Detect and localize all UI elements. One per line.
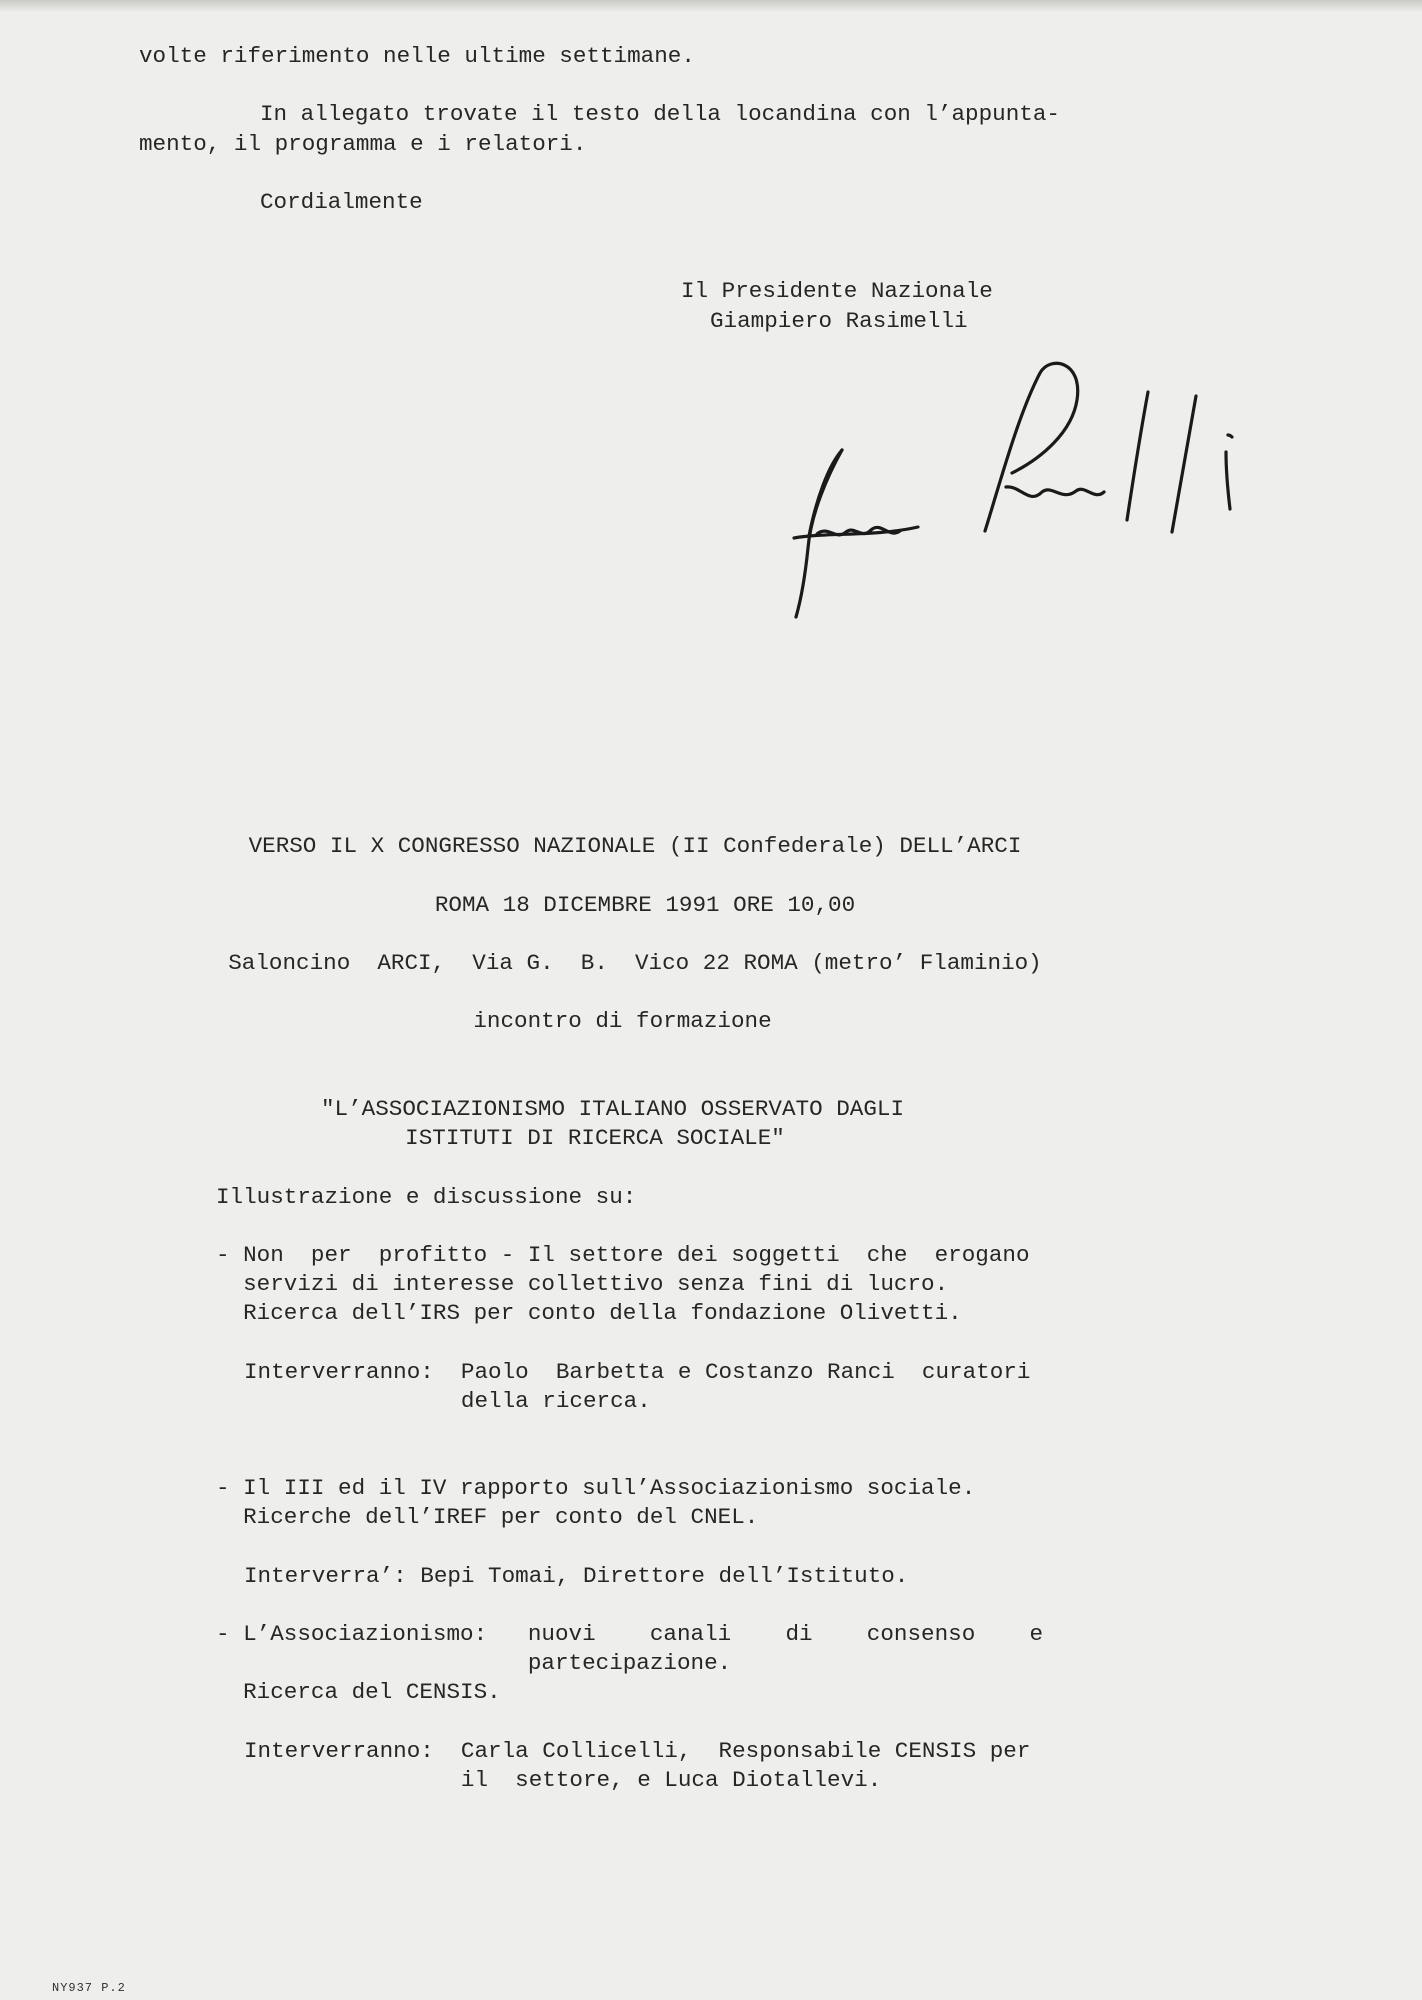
scan-top-edge: [0, 0, 1422, 12]
letter-line-2: In allegato trovate il testo della locandina con l’appunta-: [260, 101, 1060, 127]
event-title-line-2: ISTITUTI DI RICERCA SOCIALE": [405, 1125, 785, 1151]
letter-line-1: volte riferimento nelle ultime settimane.: [139, 43, 695, 69]
topic-1-line-3: Ricerca dell’IRS per conto della fondazione Olivetti.: [216, 1300, 962, 1326]
topic-2-line-1: - Il III ed il IV rapporto sull’Associazionismo sociale.: [216, 1475, 976, 1501]
flyer-header-line-1: VERSO IL X CONGRESSO NAZIONALE (II Confederale) DELL’ARCI: [248, 833, 1022, 859]
handwritten-signature: [780, 355, 1250, 625]
topic-1-line-2: servizi di interesse collettivo senza fini di lucro.: [216, 1271, 949, 1297]
topic-3-line-1: - L’Associazionismo: nuovi canali di consenso e: [216, 1621, 1044, 1647]
topic-3-speakers-line-1: Interverranno: Carla Collicelli, Responsabile CENSIS per: [244, 1738, 1031, 1764]
event-title-line-1: "L’ASSOCIAZIONISMO ITALIANO OSSERVATO DAGLI: [320, 1096, 904, 1122]
flyer-location: Saloncino ARCI, Via G. B. Vico 22 ROMA (metro’ Flaminio): [228, 950, 1042, 976]
topic-3-line-3: Ricerca del CENSIS.: [216, 1679, 501, 1705]
flyer-date-time: ROMA 18 DICEMBRE 1991 ORE 10,00: [434, 892, 856, 918]
topic-1-speakers-line-1: Interverranno: Paolo Barbetta e Costanzo Ranci curatori: [244, 1359, 1031, 1385]
topic-3-line-2: partecipazione.: [216, 1650, 732, 1676]
topic-2-line-2: Ricerche dell’IREF per conto del CNEL.: [216, 1504, 759, 1530]
signatory-title: Il Presidente Nazionale: [681, 278, 993, 304]
signatory-name: Giampiero Rasimelli: [710, 308, 968, 334]
discussion-intro: Illustrazione e discussione su:: [216, 1184, 637, 1210]
topic-3-speakers-line-2: il settore, e Luca Diotallevi.: [244, 1767, 882, 1793]
closing-greeting: Cordialmente: [260, 189, 423, 215]
topic-1-speakers-line-2: della ricerca.: [244, 1388, 651, 1414]
topic-1-line-1: - Non per profitto - Il settore dei soggetti che erogano: [216, 1242, 1030, 1268]
topic-2-speaker: Interverra’: Bepi Tomai, Direttore dell’Istituto.: [244, 1563, 909, 1589]
flyer-meeting-type: incontro di formazione: [473, 1008, 772, 1034]
footer-document-code: NY937 P.2: [52, 1981, 126, 1995]
signature-graphic: [780, 355, 1250, 625]
letter-line-3: mento, il programma e i relatori.: [139, 131, 587, 157]
